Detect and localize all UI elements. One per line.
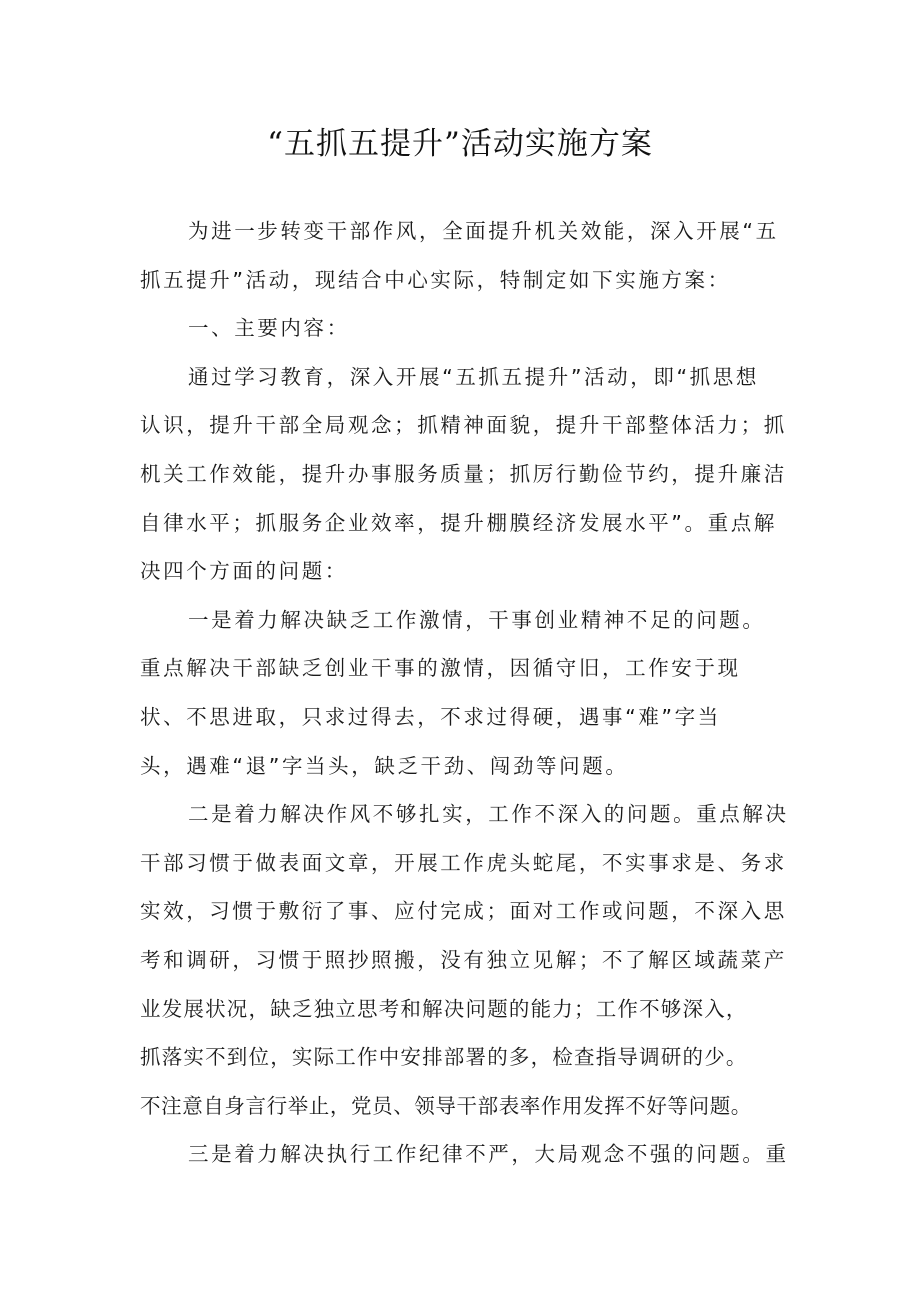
- document-title: “五抓五提升”活动实施方案: [267, 126, 653, 162]
- paragraph-line: 状、不思进取，只求过得去，不求过得硬，遇事“难”字当: [140, 704, 721, 729]
- paragraph-line: 机关工作效能，提升办事服务质量；抓厉行勤俭节约，提升廉洁: [140, 461, 787, 486]
- paragraph-line: 不注意自身言行举止，党员、领导干部表率作用发挥不好等问题。: [140, 1093, 752, 1118]
- paragraph-line: 考和调研，习惯于照抄照搬，没有独立见解；不了解区域蔬菜产: [140, 947, 787, 972]
- paragraph-line: 头，遇难“退”字当头，缺乏干劲、闯劲等问题。: [140, 753, 629, 778]
- paragraph-line: 自律水平；抓服务企业效率，提升棚膜经济发展水平”。重点解: [140, 510, 777, 535]
- paragraph-line: 三是着力解决执行工作纪律不严，大局观念不强的问题。重: [188, 1142, 789, 1167]
- paragraph-line: 实效，习惯于敷衍了事、应付完成；面对工作或问题，不深入思: [140, 899, 787, 924]
- paragraph-line: 业发展状况，缺乏独立思考和解决问题的能力；工作不够深入，: [140, 996, 748, 1021]
- paragraph-line: 二是着力解决作风不够扎实，工作不深入的问题。重点解决: [188, 802, 789, 827]
- section-heading: 一、主要内容：: [188, 316, 350, 341]
- paragraph-line: 抓落实不到位，实际工作中安排部署的多，检查指导调研的少。: [140, 1045, 748, 1070]
- paragraph-line: 认识，提升干部全局观念；抓精神面貌，提升干部整体活力；抓: [140, 413, 787, 438]
- paragraph-line: 通过学习教育，深入开展“五抓五提升”活动，即“抓思想: [188, 364, 759, 389]
- paragraph-line: 决四个方面的问题：: [140, 559, 348, 584]
- paragraph-line: 一是着力解决缺乏工作激情，干事创业精神不足的问题。: [188, 607, 766, 632]
- paragraph-line: 为进一步转变干部作风，全面提升机关效能，深入开展“五: [188, 219, 779, 243]
- document-body: [140, 216, 800, 1188]
- paragraph-line: 抓五提升”活动，现结合中心实际，特制定如下实施方案：: [140, 267, 731, 292]
- paragraph-line: 干部习惯于做表面文章，开展工作虎头蛇尾，不实事求是、务求: [140, 850, 787, 875]
- paragraph-line: 重点解决干部缺乏创业干事的激情，因循守旧，工作安于现: [140, 656, 741, 681]
